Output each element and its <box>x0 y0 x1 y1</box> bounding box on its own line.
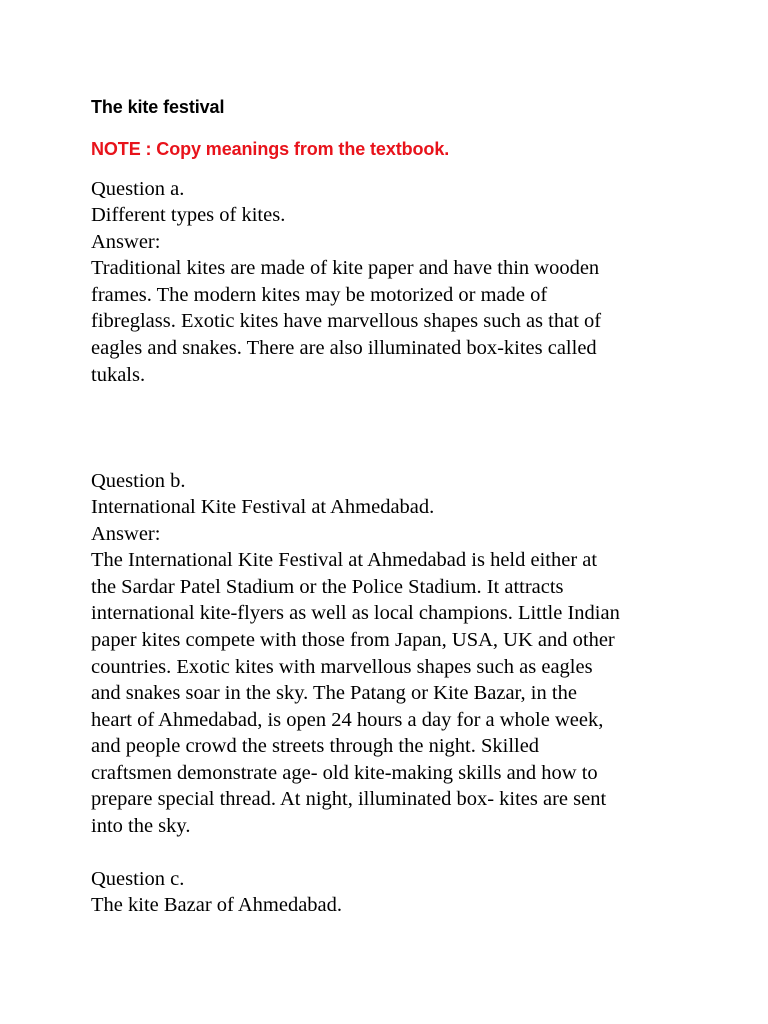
answer-line: and snakes soar in the sky. The Patang or Kite Bazar, in the <box>91 682 577 705</box>
question-label: Question b. <box>91 469 186 492</box>
answer-line: into the sky. <box>91 814 191 837</box>
answer-line: the Sardar Patel Stadium or the Police Stadium. It attracts <box>91 575 564 598</box>
answer-line: The International Kite Festival at Ahmedabad is held either at <box>91 549 598 572</box>
answer-line: fibreglass. Exotic kites have marvellous shapes such as that of <box>91 310 602 333</box>
answer-label: Answer: <box>91 230 161 253</box>
answer-line: prepare special thread. At night, illuminated box- kites are sent <box>91 788 607 811</box>
answer-label: Answer: <box>91 522 161 545</box>
answer-line: paper kites compete with those from Japan, USA, UK and other <box>91 628 615 651</box>
answer-line: frames. The modern kites may be motorized or made of <box>91 283 548 306</box>
note-text: NOTE : Copy meanings from the textbook. <box>91 139 450 159</box>
question-label: Question a. <box>91 177 185 200</box>
answer-line: eagles and snakes. There are also illuminated box-kites called <box>91 336 597 359</box>
answer-line: heart of Ahmedabad, is open 24 hours a day for a whole week, <box>91 708 604 731</box>
blank-line <box>91 388 751 415</box>
question-text: Different types of kites. <box>91 204 286 227</box>
blank-line <box>91 839 751 866</box>
blank-line <box>91 441 751 468</box>
question-text: The kite Bazar of Ahmedabad. <box>91 894 343 917</box>
document-body <box>91 176 751 919</box>
question-text: International Kite Festival at Ahmedabad. <box>91 496 435 519</box>
page-title: The kite festival <box>91 97 225 117</box>
answer-line: and people crowd the streets through the night. Skilled <box>91 735 540 758</box>
answer-line: international kite-flyers as well as local champions. Little Indian <box>91 602 620 625</box>
answer-line: countries. Exotic kites with marvellous shapes such as eagles <box>91 655 593 678</box>
answer-line: craftsmen demonstrate age- old kite-making skills and how to <box>91 761 598 784</box>
answer-line: tukals. <box>91 363 146 386</box>
question-label: Question c. <box>91 867 185 890</box>
answer-line: Traditional kites are made of kite paper and have thin wooden <box>91 257 600 280</box>
blank-line <box>91 415 751 442</box>
